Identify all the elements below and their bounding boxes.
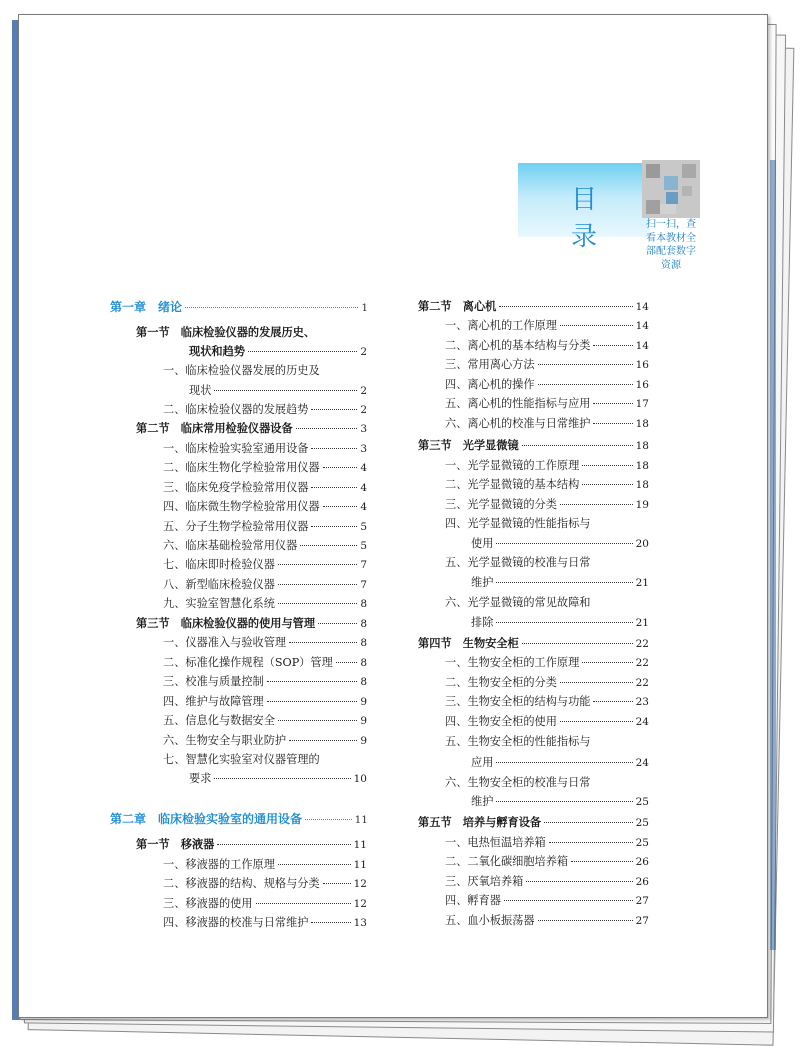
page-number: 22 [635,677,649,689]
page-number: 18 [635,418,649,430]
page-number: 18 [635,460,649,472]
entry-label: 要求 [189,772,212,785]
page-number: 26 [635,856,649,868]
toc-item[interactable]: 六、光学显微镜的常见故障和 [445,596,591,609]
toc-item[interactable] [445,395,649,414]
toc-item[interactable] [471,614,649,633]
entry-label: 九、实验室智慧化系统 [163,597,275,610]
toc-chapter[interactable] [110,810,368,829]
entry-label: 五、信息化与数据安全 [163,714,275,727]
page-number: 25 [635,796,649,808]
toc-item[interactable] [471,793,649,812]
entry-label: 排除 [471,616,494,629]
toc-item[interactable] [163,634,367,653]
page-number: 24 [635,757,649,769]
leader-dots [560,682,633,683]
page-number: 9 [360,696,367,708]
entry-label: 二、生物安全柜的分类 [445,676,557,689]
entry-label: 第一章 绪论 [110,300,183,314]
entry-label: 三、厌氧培养箱 [445,875,524,888]
toc-item[interactable] [445,654,649,673]
entry-label: 三、校准与质量控制 [163,675,264,688]
leader-dots [496,762,632,763]
page-number: 8 [360,657,367,669]
leader-dots [289,642,357,643]
page-number: 7 [360,559,367,571]
toc-item[interactable] [163,440,367,459]
leader-dots [311,409,357,410]
entry-label: 使用 [471,537,494,550]
leader-dots [311,448,357,449]
page-number: 2 [360,385,367,397]
toc-item[interactable] [445,356,649,375]
page-number: 4 [360,462,367,474]
leader-dots [538,920,633,921]
page-number: 5 [360,521,367,533]
entry-label: 二、标准化操作规程（SOP）管理 [163,656,333,669]
toc-title-banner [518,163,650,252]
entry-label: 二、移液器的结构、规格与分类 [163,877,320,890]
page-number: 22 [635,638,649,650]
leader-dots [496,801,632,802]
entry-label: 六、临床基础检验常用仪器 [163,539,298,552]
toc-item[interactable] [163,479,367,498]
qr-caption-line: 资源 [661,259,681,271]
page-number: 17 [635,398,649,410]
entry-label: 五、分子生物学检验常用仪器 [163,520,309,533]
toc-item[interactable] [163,576,367,595]
qr-caption-line: 部配套数字 [646,246,696,257]
page-number: 25 [635,817,649,829]
leader-dots [538,364,633,365]
leader-dots [593,403,632,404]
toc-item[interactable] [163,556,367,575]
toc-item[interactable] [163,518,367,537]
leader-dots [267,701,358,702]
toc-item[interactable] [163,459,367,478]
toc-item[interactable] [163,856,367,875]
leader-dots [499,306,632,307]
toc-section[interactable] [136,615,367,634]
toc-section[interactable] [418,635,649,654]
leader-dots [185,307,358,308]
leader-dots [522,445,633,446]
leader-dots [300,545,357,546]
toc-section[interactable] [418,437,649,456]
entry-label: 现状和趋势 [189,345,245,358]
leader-dots [336,662,358,663]
toc-item[interactable] [445,873,649,892]
page-number: 24 [635,716,649,728]
toc-item[interactable] [445,713,649,732]
leader-dots [593,701,632,702]
entry-label: 六、离心机的校准与日常维护 [445,417,591,430]
entry-label: 一、生物安全柜的工作原理 [445,656,580,669]
toc-section[interactable] [136,420,367,439]
toc-item[interactable] [445,693,649,712]
leader-dots [278,584,357,585]
toc-item[interactable] [189,382,367,401]
entry-label: 三、常用离心方法 [445,358,535,371]
leader-dots [323,883,351,884]
page-number: 8 [360,637,367,649]
toc-item[interactable] [163,914,367,933]
toc-item[interactable] [445,317,649,336]
leader-dots [217,844,350,845]
page-number: 2 [360,346,367,358]
toc-item[interactable] [445,496,649,515]
entry-label: 七、临床即时检验仪器 [163,558,275,571]
page-number: 14 [635,301,649,313]
leader-dots [582,662,632,663]
toc-item[interactable] [445,476,649,495]
toc-item[interactable] [445,912,649,931]
leader-dots [526,881,632,882]
page-number: 4 [360,482,367,494]
leader-dots [544,822,633,823]
toc-item[interactable] [163,537,367,556]
leader-dots [278,564,357,565]
toc-item[interactable] [163,498,367,517]
leader-dots [256,903,351,904]
toc-item[interactable] [163,875,367,894]
toc-item[interactable] [445,376,649,395]
page-number: 25 [635,837,649,849]
leader-dots [278,720,357,721]
entry-label: 二、光学显微镜的基本结构 [445,478,580,491]
entry-label: 应用 [471,756,494,769]
leader-dots [311,487,357,488]
page-number: 11 [353,839,367,851]
toc-section[interactable] [189,343,367,362]
leader-dots [323,506,358,507]
entry-label: 二、离心机的基本结构与分类 [445,339,591,352]
toc-item[interactable] [189,770,367,789]
leader-dots [522,643,633,644]
entry-label: 第三节 光学显微镜 [418,439,519,452]
page-number: 9 [360,735,367,747]
entry-label: 一、移液器的工作原理 [163,858,275,871]
page-number: 3 [360,443,367,455]
entry-label: 第三节 临床检验仪器的使用与管理 [136,617,316,630]
leader-dots [311,922,350,923]
page-number: 3 [360,423,367,435]
toc-item[interactable] [163,693,367,712]
toc-item[interactable] [445,892,649,911]
toc-item[interactable] [445,337,649,356]
toc-item[interactable] [445,415,649,434]
page-number: 8 [360,598,367,610]
toc-item[interactable] [445,834,649,853]
entry-label: 第一节 移液器 [136,838,215,851]
entry-label: 六、生物安全与职业防护 [163,734,287,747]
toc-item[interactable] [471,754,649,773]
entry-label: 第五节 培养与孵育设备 [418,816,542,829]
toc-item[interactable] [445,853,649,872]
page-number: 9 [360,715,367,727]
leader-dots [582,465,632,466]
leader-dots [560,325,633,326]
leader-dots [318,623,357,624]
entry-label: 三、生物安全柜的结构与功能 [445,695,591,708]
toc-item[interactable] [163,712,367,731]
page-number: 23 [635,696,649,708]
entry-label: 第二章 临床检验实验室的通用设备 [110,812,303,826]
toc-title: 目 录 [570,185,615,252]
leader-dots [582,484,632,485]
leader-dots [593,345,632,346]
toc-item[interactable] [163,895,367,914]
entry-label: 第二节 临床常用检验仪器设备 [136,422,293,435]
leader-dots [496,582,632,583]
page-number: 14 [635,320,649,332]
page-number: 22 [635,657,649,669]
leader-dots [289,740,357,741]
qr-code-icon[interactable] [642,160,700,218]
leader-dots [593,423,632,424]
page-number: 5 [360,540,367,552]
page-number: 21 [635,617,649,629]
qr-caption [638,218,704,272]
page-number: 26 [635,876,649,888]
toc-item[interactable] [163,673,367,692]
leader-dots [214,778,350,779]
entry-label: 一、仪器准入与验收管理 [163,636,287,649]
page-number: 14 [635,340,649,352]
leader-dots [267,681,358,682]
entry-label: 三、光学显微镜的分类 [445,498,557,511]
page-number: 27 [635,895,649,907]
page-number: 11 [354,814,368,826]
leader-dots [278,603,357,604]
entry-label: 四、离心机的操作 [445,378,535,391]
leader-dots [278,864,351,865]
leader-dots [538,384,633,385]
toc-item[interactable] [163,401,367,420]
leader-dots [504,900,633,901]
leader-dots [560,721,633,722]
toc-chapter[interactable] [110,298,368,317]
leader-dots [311,526,357,527]
toc-item[interactable] [471,535,649,554]
entry-label: 二、临床生物化学检验常用仪器 [163,461,320,474]
toc-item[interactable]: 一、临床检验仪器发展的历史及 [163,364,320,377]
page-number: 18 [635,479,649,491]
qr-caption-line: 扫一扫，查 [646,219,696,230]
toc-item[interactable] [163,654,367,673]
toc-item[interactable]: 四、光学显微镜的性能指标与 [445,517,591,530]
entry-label: 现状 [189,384,212,397]
toc-item[interactable]: 五、生物安全柜的性能指标与 [445,735,591,748]
page-number: 27 [635,915,649,927]
entry-label: 三、移液器的使用 [163,897,253,910]
back-page-edge [770,160,776,950]
toc-item[interactable] [445,674,649,693]
page-number: 2 [360,404,367,416]
entry-label: 二、临床检验仪器的发展趋势 [163,403,309,416]
toc-item[interactable] [163,595,367,614]
entry-label: 四、孵育器 [445,894,501,907]
toc-section[interactable] [418,298,649,317]
toc-item[interactable] [471,574,649,593]
entry-label: 四、生物安全柜的使用 [445,715,557,728]
page-number: 19 [635,499,649,511]
page-number: 8 [360,618,367,630]
leader-dots [323,467,358,468]
leader-dots [214,390,357,391]
entry-label: 第四节 生物安全柜 [418,637,519,650]
page-number: 4 [360,501,367,513]
entry-label: 四、维护与故障管理 [163,695,264,708]
entry-label: 一、离心机的工作原理 [445,319,557,332]
page-number: 12 [353,898,367,910]
toc-item[interactable]: 五、光学显微镜的校准与日常 [445,556,591,569]
toc-item[interactable] [445,457,649,476]
entry-label: 一、电热恒温培养箱 [445,836,546,849]
qr-caption-line: 看本教材全 [646,232,696,244]
entry-label: 四、移液器的校准与日常维护 [163,916,309,929]
leader-dots [560,504,633,505]
toc-section[interactable] [136,836,367,855]
page-number: 13 [353,917,367,929]
entry-label: 五、离心机的性能指标与应用 [445,397,591,410]
leader-dots [496,543,632,544]
entry-label: 八、新型临床检验仪器 [163,578,275,591]
entry-label: 一、光学显微镜的工作原理 [445,459,580,472]
leader-dots [571,861,633,862]
page-number: 10 [353,773,367,785]
page-number: 12 [353,878,367,890]
toc-item[interactable] [163,732,367,751]
toc-item[interactable]: 七、智慧化实验室对仪器管理的 [163,753,320,766]
leader-dots [496,622,632,623]
entry-label: 维护 [471,576,494,589]
page-number: 11 [353,859,367,871]
page-number: 21 [635,577,649,589]
toc-item[interactable]: 六、生物安全柜的校准与日常 [445,776,591,789]
entry-label: 维护 [471,795,494,808]
toc-section[interactable] [418,814,649,833]
entry-label: 五、血小板振荡器 [445,914,535,927]
leader-dots [305,819,352,820]
leader-dots [296,428,358,429]
entry-label: 三、临床免疫学检验常用仪器 [163,481,309,494]
leader-dots [248,351,357,352]
page-number: 16 [635,379,649,391]
entry-label: 一、临床检验实验室通用设备 [163,442,309,455]
page-number: 16 [635,359,649,371]
entry-label: 四、临床微生物学检验常用仪器 [163,500,320,513]
page-number: 20 [635,538,649,550]
entry-label: 第二节 离心机 [418,300,497,313]
page-number: 18 [635,440,649,452]
page-number: 8 [360,676,367,688]
toc-section[interactable]: 第一节 临床检验仪器的发展历史、 [136,326,316,339]
entry-label: 二、二氧化碳细胞培养箱 [445,855,569,868]
page-number: 1 [361,302,368,314]
page-number: 7 [360,579,367,591]
leader-dots [549,842,633,843]
